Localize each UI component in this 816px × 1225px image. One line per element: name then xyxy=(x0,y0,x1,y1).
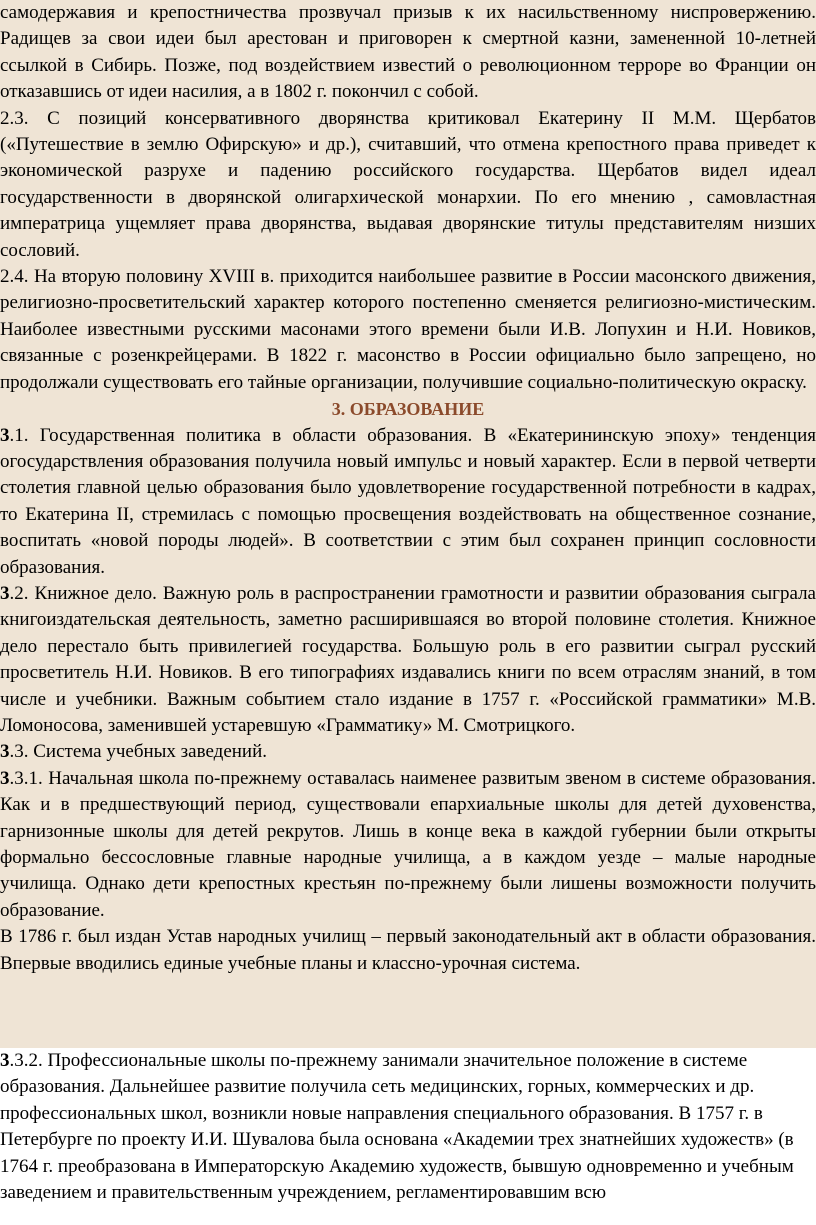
paragraph-3-3-2: 3.3.2. Профессиональные школы по-прежнему занимали значительное положение в системе образования. Дальнейшее развитие получила сеть медицинских, горных, коммерческих и др. профессиональных школ, возникли новые направления специального образования. В 1757 г. в Петербурге по проекту И.И. Шувалова была основана «Академии трех знатнейших художеств» (в 1764 г. преобразована в Императорскую Академию художеств, бывшую одновременно и учебным заведением и правительственным учреждением, регламентировавшим всю xyxy=(0,1050,794,1204)
paragraph-3-2: 3.2. Книжное дело. Важную роль в распространении грамотности и развитии образования сыграла книгоиздательская деятельность, заметно расширившаяся во второй половине столетия. Книжное дело перестало быть привилегией государства. Большую роль в его развитии сыграл русский просветитель Н.И. Новиков. В его типографиях издавались книги по всем отраслям знаний, в том числе и учебники. Важным событием стало издание в 1757 г. «Российской грамматики» М.В. Ломоносова, заменившей устаревшую «Грамматику» М. Смотрицкого. xyxy=(0,582,816,736)
section-number: 3 xyxy=(0,767,10,789)
paragraph-3-1: 3.1. Государственная политика в области образования. В «Екатерининскую эпоху» тенденция огосударствления образования получила новый импульс и новый характер. Если в первой четверти столетия главной целью образования было удовлетворение государственной потребности в кадрах, то Екатерина II, стремилась с помощью просвещения воздействовать на общественное сознание, воспитать «новой породы людей». В соответствии с этим был сохранен принцип сословности образования. xyxy=(0,424,816,578)
section-number: 3 xyxy=(0,582,10,604)
paragraph-radishchev: самодержавия и крепостничества прозвучал призыв к их насильственному ниспровержению. Радищев за свои идеи был арестован и приговорен к смертной казни, замененной 10-летней ссылкой в Сибирь. Позже, под воздействием известий о революционном терроре во Франции он отказавшись от идеи насилия, а в 1802 г. покончил с собой. xyxy=(0,2,816,103)
paragraph-2-4: 2.4. На вторую половину XVIII в. приходится наибольшее развитие в России масонского движения, религиозно-просветительский характер которого постепенно сменяется религиозно-мистическим. Наиболее известными русскими масонами этого времени были И.В. Лопухин и Н.И. Новиков, связанные с розенкрейцерами. В 1822 г. масонство в России официально было запрещено, но продолжали существовать его тайные организации, получившие социально-политическую окраску. xyxy=(0,266,816,393)
paragraph-3-3: 3.3. Система учебных заведений. xyxy=(0,741,268,763)
section-heading: 3. ОБРАЗОВАНИЕ xyxy=(331,399,485,420)
section-number: 3 xyxy=(0,424,10,446)
section-number: 3 xyxy=(0,741,10,763)
paragraph-2-3: 2.3. С позиций консервативного дворянства критиковал Екатерину II М.М. Щербатов («Путешествие в землю Офирскую» и др.), считавший, что отмена крепостного права приведет к экономической разрухе и падению российского государства. Щербатов видел идеал государственности в дворянской олигархической монархии. По его мнению , самовластная императрица ущемляет права дворянства, выдавая дворянские титулы представителям низших сословий. xyxy=(0,107,816,261)
text-block-plain xyxy=(0,1048,816,1225)
section-number: 3 xyxy=(0,1050,10,1071)
paragraph-3-3-1: 3.3.1. Начальная школа по-прежнему оставалась наименее развитым звеном в системе образования. Как и в предшествующий период, существовали епархиальные школы для детей духовенства, гарнизонные школы для детей рекрутов. Лишь в конце века в каждой губернии были открыты формально бессословные главные народные училища, а в каждом уезде – малые народные училища. Однако дети крепостных крестьян по-прежнему были лишены возможности получить образование. xyxy=(0,767,816,921)
paragraph-ustav-1786: В 1786 г. был издан Устав народных училищ – первый законодательный акт в области образования. Впервые вводились единые учебные планы и классно-урочная система. xyxy=(0,926,816,974)
